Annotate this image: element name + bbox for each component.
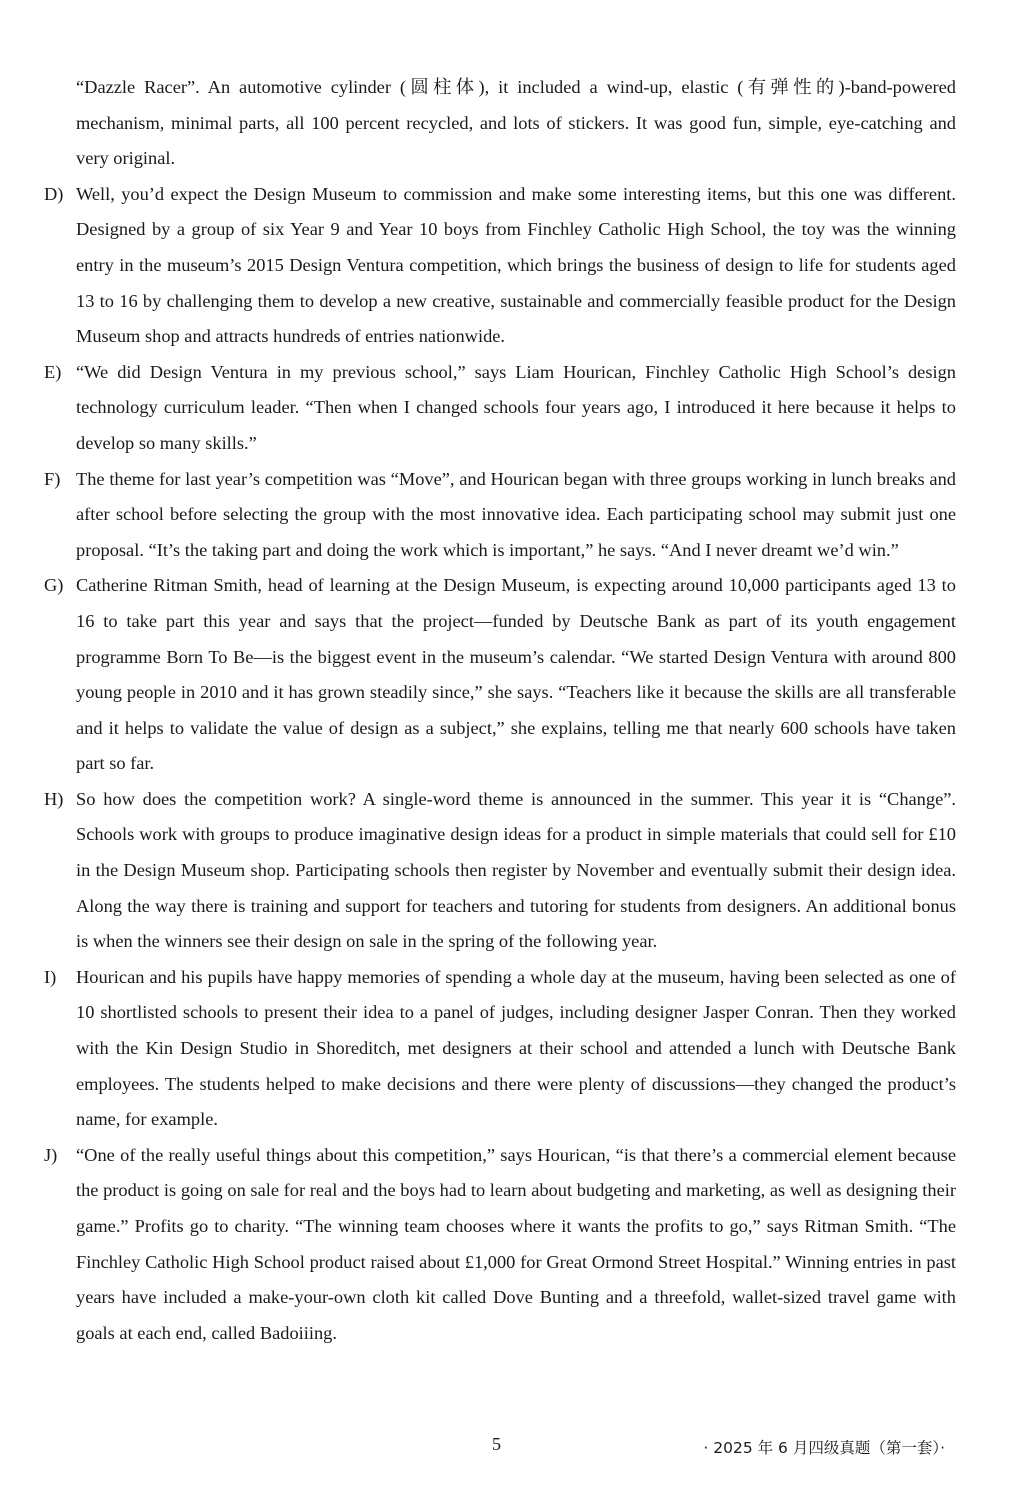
paragraph-d xyxy=(44,177,956,355)
paragraph-text: Catherine Ritman Smith, head of learning at the Design Museum, is expecting around 10,000 participants aged 13 to 16 to take part this year and says that the project—funded by Deutsche Bank as part of its youth engagement programme Born To Be—is the biggest event in the museum’s calendar. “We started Design Ventura with around 800 young people in 2010 and it has grown steadily since,” she says. “Teachers like it because the skills are all transferable and it helps to validate the value of design as a subject,” she explains, telling me that nearly 600 schools have taken part so far. xyxy=(76,575,956,774)
paragraph-j xyxy=(44,1138,956,1352)
paragraph-text: So how does the competition work? A single-word theme is announced in the summer. This year it is “Change”. Schools work with groups to produce imaginative design ideas for a product in simple materials that could sell for £10 in the Design Museum shop. Participating schools then register by November and eventually submit their design idea. Along the way there is training and support for teachers and tutoring for students from designers. An additional bonus is when the winners see their design on sale in the spring of the following year. xyxy=(76,788,956,952)
page-footer xyxy=(0,1434,1009,1464)
paragraph-c-continued xyxy=(44,70,956,177)
paragraph-label: J) xyxy=(44,1144,58,1165)
paragraph-label: E) xyxy=(44,361,62,382)
page-number: 5 xyxy=(492,1434,501,1454)
paragraph-text: “One of the really useful things about this competition,” says Hourican, “is that there’s a commercial element because the product is going on sale for real and the boys had to learn about budgeting and marketing, as well as designing their game.” Profits go to charity. “The winning team chooses where it wants the profits to go,” says Ritman Smith. “The Finchley Catholic High School product raised about £1,000 for Great Ormond Street Hospital.” Winning entries in past years have included a make-your-own cloth kit called Dove Bunting and a threefold, wallet-sized travel game with goals at each end, called Badoiiing. xyxy=(76,1144,956,1343)
paragraph-text: Hourican and his pupils have happy memories of spending a whole day at the museum, having been selected as one of 10 shortlisted schools to present their idea to a panel of judges, including designer Jasper Conran. Then they worked with the Kin Design Studio in Shoreditch, met designers at their school and attended a lunch with Deutsche Bank employees. The students helped to make decisions and there were plenty of discussions—they changed the product’s name, for example. xyxy=(76,966,956,1130)
paragraph-text: Well, you’d expect the Design Museum to commission and make some interesting items, but this one was different. Designed by a group of six Year 9 and Year 10 boys from Finchley Catholic High School, the toy was the winning entry in the museum’s 2015 Design Ventura competition, which brings the business of design to life for students aged 13 to 16 by challenging them to develop a new creative, sustainable and commercially feasible product for the Design Museum shop and attracts hundreds of entries nationwide. xyxy=(76,183,956,347)
paragraph-label: H) xyxy=(44,788,64,809)
paragraph-h xyxy=(44,782,956,960)
reading-passage xyxy=(44,70,956,1351)
paragraph-g xyxy=(44,568,956,782)
paragraph-label: G) xyxy=(44,575,64,596)
paragraph-text: “Dazzle Racer”. An automotive cylinder (圆柱体), it included a wind-up, elastic (有弹性的)-band-powered mechanism, minimal parts, all 100 percent recycled, and lots of stickers. It was good fun, simple, eye-catching and very original. xyxy=(76,77,956,169)
exam-source: · 2025 年 6 月四级真题（第一套）· xyxy=(703,1439,945,1457)
paragraph-i xyxy=(44,960,956,1138)
paragraph-label: F) xyxy=(44,468,61,489)
paragraph-text: The theme for last year’s competition was “Move”, and Hourican began with three groups working in lunch breaks and after school before selecting the group with the most innovative idea. Each participating school may submit just one proposal. “It’s the taking part and doing the work which is important,” he says. “And I never dreamt we’d win.” xyxy=(76,468,956,560)
paragraph-label: D) xyxy=(44,183,64,204)
paragraph-label: I) xyxy=(44,966,57,987)
paragraph-text: “We did Design Ventura in my previous school,” says Liam Hourican, Finchley Catholic High School’s design technology curriculum leader. “Then when I changed schools four years ago, I introduced it here because it helps to develop so many skills.” xyxy=(76,361,956,453)
paragraph-f xyxy=(44,462,956,569)
paragraph-e xyxy=(44,355,956,462)
